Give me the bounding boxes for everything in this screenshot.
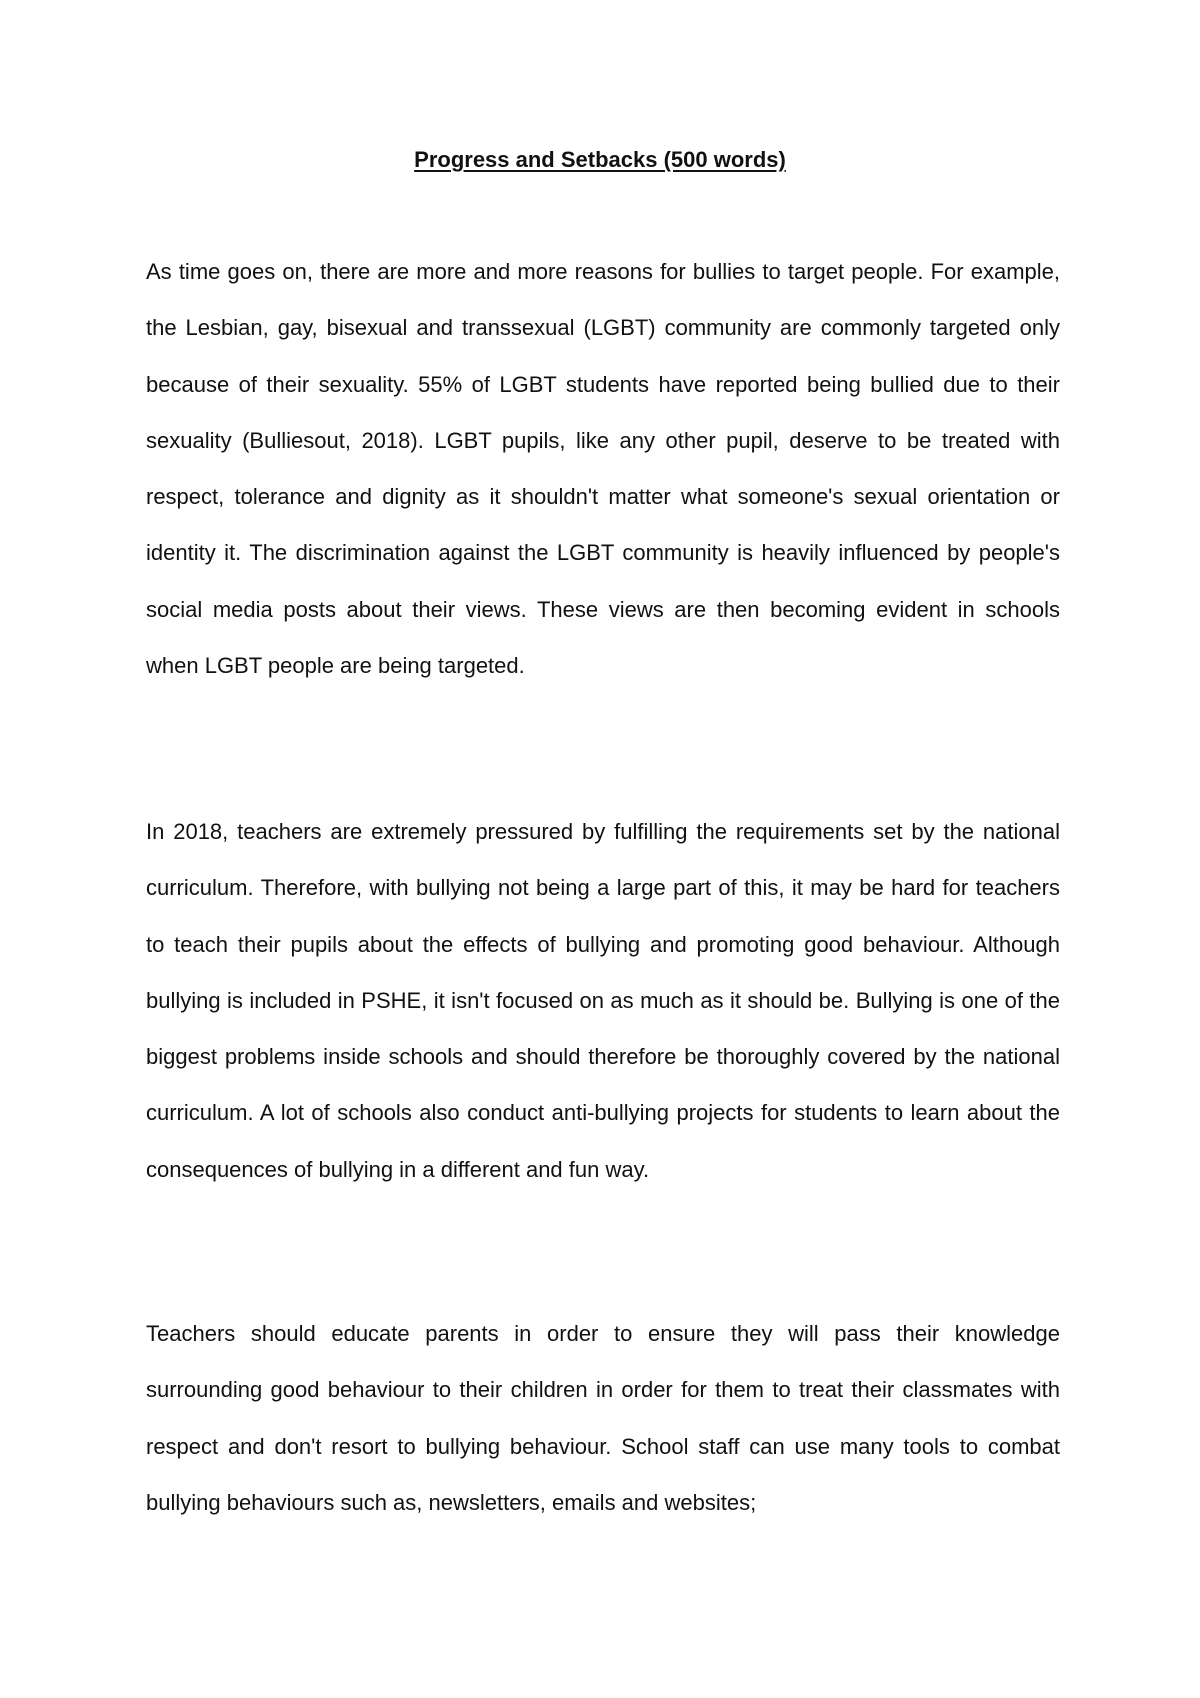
paragraph-educate-parents: Teachers should educate parents in order to ensure they will pass their knowledge surrounding good behaviour to their children in order for them to treat their classmates with respect and don't resort to bullying behaviour. School staff can use many tools to combat bullying behaviours such as, newsletters, emails and websites; — [146, 1321, 1060, 1515]
paragraph-national-curriculum: In 2018, teachers are extremely pressured by fulfilling the requirements set by the national curriculum. Therefore, with bullying not being a large part of this, it may be hard for teachers to teach their pupils about the effects of bullying and promoting good behaviour. Although bullying is included in PSHE, it isn't focused on as much as it should be. Bullying is one of the biggest problems inside schools and should therefore be thoroughly covered by the national curriculum. A lot of schools also conduct anti-bullying projects for students to learn about the consequences of bullying in a different and fun way. — [146, 819, 1060, 1182]
paragraph-lgbt-bullying: As time goes on, there are more and more reasons for bullies to target people. For example, the Lesbian, gay, bisexual and transsexual (LGBT) community are commonly targeted only because of their sexuality. 55% of LGBT students have reported being bullied due to their sexuality (Bulliesout, 2018). LGBT pupils, like any other pupil, deserve to be treated with respect, tolerance and dignity as it shouldn't matter what someone's sexual orientation or identity it. The discrimination against the LGBT community is heavily influenced by people's social media posts about their views. These views are then becoming evident in schools when LGBT people are being targeted. — [146, 259, 1060, 679]
document-title: Progress and Setbacks (500 words) — [414, 147, 786, 172]
